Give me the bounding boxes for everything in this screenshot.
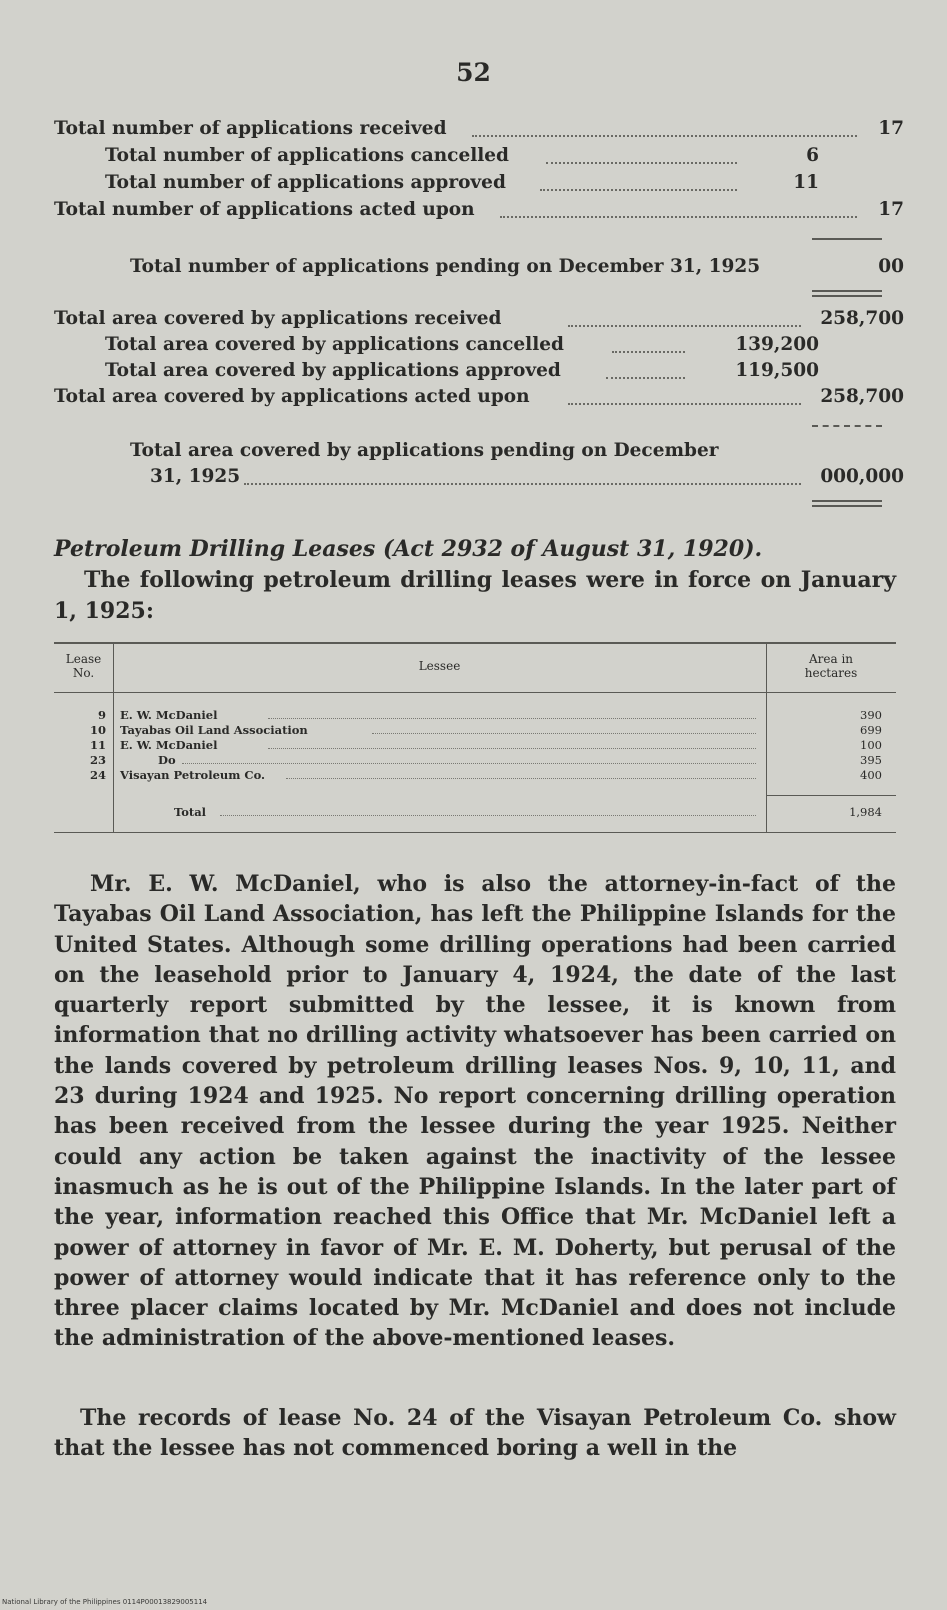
intro-paragraph <box>54 565 896 627</box>
stat-value: 11 <box>793 172 819 193</box>
area-pending-row-line2 <box>0 466 947 492</box>
lease-no: 9 <box>97 708 106 722</box>
area-cancelled-row <box>0 334 947 360</box>
leader-dots <box>372 733 756 734</box>
paragraph-text: The records of lease No. 24 of the Visayan Petroleum Co. show that the lessee has not commenced boring a well in the <box>54 1405 896 1462</box>
applications-pending-row <box>0 256 947 282</box>
lease-area: 395 <box>860 753 882 767</box>
lessee-name: Tayabas Oil Land Association <box>120 723 308 737</box>
area-received-row <box>0 308 947 334</box>
total-value: 1,984 <box>849 805 882 819</box>
header-text: No. <box>72 666 95 680</box>
double-rule <box>812 505 882 507</box>
table-row <box>54 738 896 753</box>
leader-dots <box>244 483 801 485</box>
header-text: hectares <box>804 666 858 680</box>
table-row <box>54 753 896 768</box>
lease-no: 24 <box>89 768 106 782</box>
table-row <box>54 723 896 738</box>
stat-label: Total area covered by applications acted upon <box>54 386 530 407</box>
lease-no: 10 <box>89 723 106 737</box>
intro-text: The following petroleum drilling leases were in force on January 1, 1925: <box>54 567 896 624</box>
stat-value: 139,200 <box>735 334 819 355</box>
stat-label: Total area covered by applications pending on December <box>130 440 719 461</box>
stat-value: 6 <box>806 145 819 166</box>
applications-acted-row <box>0 199 947 225</box>
stat-value: 258,700 <box>820 308 904 329</box>
lessee-name: Visayan Petroleum Co. <box>120 768 266 782</box>
stat-label: Total number of applications cancelled <box>105 145 509 166</box>
leader-dots <box>568 325 801 327</box>
stat-value: 119,500 <box>735 360 819 381</box>
header-lease-no <box>54 652 113 680</box>
table-header-rule <box>54 692 896 693</box>
section-heading: Petroleum Drilling Leases (Act 2932 of August 31, 1920). <box>54 536 763 562</box>
lessee-name: Do <box>158 753 176 767</box>
applications-cancelled-row <box>0 145 947 171</box>
stat-value: 17 <box>878 199 904 220</box>
scan-footer: National Library of the Philippines 0114P00013829005114 <box>2 1598 208 1606</box>
table-total-rule <box>766 795 896 796</box>
table-top-rule <box>54 642 896 644</box>
header-text: Lease <box>65 652 102 666</box>
body-paragraph <box>54 1403 896 1464</box>
leader-dots <box>612 351 685 353</box>
table-row <box>54 768 896 783</box>
stat-label: Total number of applications pending on December 31, 1925 <box>130 256 761 277</box>
area-approved-row <box>0 360 947 386</box>
stat-label: Total area covered by applications received <box>54 308 502 329</box>
table-bottom-rule <box>54 832 896 833</box>
lessee-name: E. W. McDaniel <box>120 708 218 722</box>
paragraph-text: Mr. E. W. McDaniel, who is also the attorney-in-fact of the Tayabas Oil Land Association, has left the Philippine Islands for the United States. Although some drilling operations had been carried on the leasehold prior to January 4, 1924, the date of the last quarterly report submitted by the lessee, it is known from information that no drilling activity whatsoever has been carried on the lands covered by petroleum drilling leases Nos. 9, 10, 11, and 23 during 1924 and 1925. No report concerning drilling operation has been received from the lessee during the year 1925. Neither could any action be taken against the inactivity of the lessee inasmuch as he is out of the Philippine Islands. In the later part of the year, information reached this Office that Mr. McDaniel left a power of attorney in favor of Mr. E. M. Doherty, but perusal of the power of attorney would indicate that it has reference only to the three placer claims located by Mr. McDaniel and does not include the administration of the above-mentioned leases. <box>54 871 896 1352</box>
double-rule <box>812 500 882 502</box>
table-row <box>54 708 896 723</box>
leader-dots <box>568 403 801 405</box>
leader-dots <box>286 778 756 779</box>
stat-label: Total area covered by applications cancelled <box>105 334 564 355</box>
stat-label: 31, 1925 <box>150 466 241 487</box>
stat-label: Total number of applications approved <box>105 172 506 193</box>
sum-rule <box>812 425 882 427</box>
leader-dots <box>220 815 756 816</box>
stat-label: Total number of applications acted upon <box>54 199 475 220</box>
page-number: 52 <box>456 58 491 87</box>
area-pending-row-line1 <box>0 440 947 466</box>
double-rule <box>812 290 882 292</box>
stat-value: 258,700 <box>820 386 904 407</box>
stat-label: Total area covered by applications approved <box>105 360 561 381</box>
header-area <box>766 652 896 680</box>
applications-received-row <box>0 118 947 144</box>
table-total-row <box>54 805 896 820</box>
header-lessee: Lessee <box>418 659 461 673</box>
stat-value: 17 <box>878 118 904 139</box>
sum-rule <box>812 238 882 240</box>
lease-area: 390 <box>860 708 882 722</box>
lease-no: 23 <box>89 753 106 767</box>
lease-area: 400 <box>860 768 882 782</box>
lessee-name: E. W. McDaniel <box>120 738 218 752</box>
total-label: Total <box>174 805 207 819</box>
stat-value: 000,000 <box>820 466 904 487</box>
lease-area: 100 <box>860 738 882 752</box>
lease-table <box>54 642 896 834</box>
area-acted-row <box>0 386 947 412</box>
leader-dots <box>182 763 756 764</box>
stat-label: Total number of applications received <box>54 118 447 139</box>
leader-dots <box>268 718 756 719</box>
stat-value: 00 <box>878 256 904 277</box>
leader-dots <box>268 748 756 749</box>
lease-no: 11 <box>89 738 106 752</box>
header-text: Area in <box>808 652 854 666</box>
body-paragraph <box>54 869 896 1354</box>
double-rule <box>812 295 882 297</box>
leader-dots <box>606 377 685 379</box>
lease-area: 699 <box>860 723 882 737</box>
applications-approved-row <box>0 172 947 198</box>
